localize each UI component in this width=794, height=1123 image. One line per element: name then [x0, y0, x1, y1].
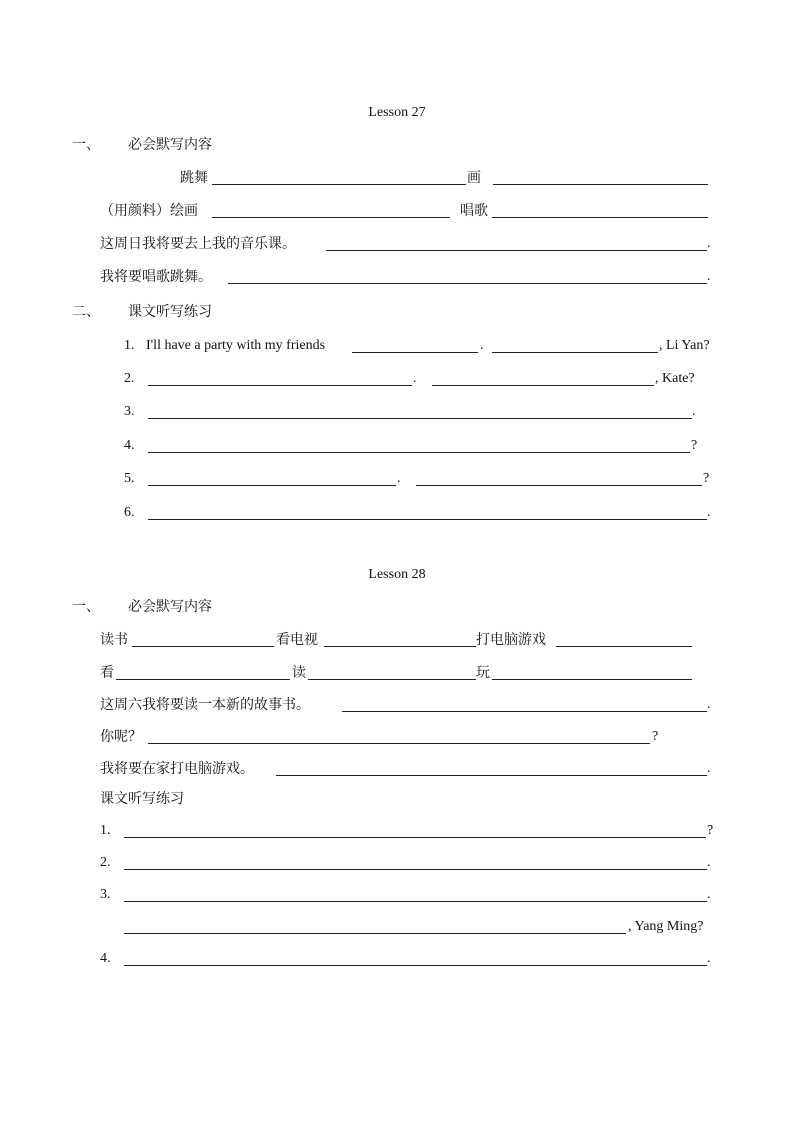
sentence-end: .	[707, 269, 711, 284]
sentence-end: .	[707, 236, 711, 251]
word-draw: 画	[467, 170, 481, 186]
answer-blank[interactable]	[132, 646, 274, 647]
item-number: 6.	[124, 505, 135, 520]
answer-blank[interactable]	[116, 679, 290, 680]
lesson27-sentence-1	[0, 233, 794, 255]
section-title: 课文听写练习	[128, 304, 212, 320]
sentence-text: 这周六我将要读一本新的故事书。	[100, 697, 310, 713]
section-title: 必会默写内容	[128, 599, 212, 615]
item-suffix: , Kate?	[655, 371, 695, 386]
item-number: 2.	[100, 855, 111, 870]
lesson28-item-1	[0, 820, 794, 842]
answer-blank[interactable]	[148, 743, 650, 744]
word-sing: 唱歌	[460, 203, 488, 219]
lesson28-sentence-3	[0, 758, 794, 780]
lesson28-sentence-2	[0, 726, 794, 748]
answer-blank[interactable]	[124, 965, 707, 966]
lesson28-item-3	[0, 884, 794, 906]
lesson27-item-2	[0, 368, 794, 390]
lesson27-item-6	[0, 502, 794, 524]
answer-blank[interactable]	[308, 679, 476, 680]
lesson27-item-5	[0, 468, 794, 490]
lesson28-sentence-1	[0, 694, 794, 716]
answer-blank[interactable]	[492, 217, 708, 218]
answer-blank[interactable]	[492, 352, 658, 353]
section-number: 二、	[72, 304, 100, 320]
sentence-text: 你呢？	[100, 729, 142, 745]
sentence-text: 我将要在家打电脑游戏。	[100, 761, 254, 777]
item-prefix: I'll have a party with my friends	[146, 338, 326, 353]
item-number: 3.	[100, 887, 111, 902]
item-suffix: .	[692, 404, 696, 419]
answer-blank[interactable]	[556, 646, 692, 647]
item-number: 4.	[100, 951, 111, 966]
answer-blank[interactable]	[124, 933, 626, 934]
item-number: 2.	[124, 371, 135, 386]
word-watch-tv: 看电视	[276, 632, 318, 648]
lesson27-vocab-row-2	[0, 200, 794, 222]
item-suffix: .	[707, 951, 711, 966]
sentence-end: .	[707, 697, 711, 712]
answer-blank[interactable]	[493, 184, 708, 185]
word-computer-games: 打电脑游戏	[476, 632, 546, 648]
lesson28-title: Lesson 28	[368, 567, 426, 582]
item-suffix: , Li Yan?	[659, 338, 710, 353]
answer-blank[interactable]	[276, 775, 707, 776]
answer-blank[interactable]	[492, 679, 692, 680]
sentence-text: 这周日我将要去上我的音乐课。	[100, 236, 296, 252]
item-suffix: .	[397, 471, 401, 486]
lesson28-item-3-continued	[0, 916, 794, 938]
lesson27-vocab-row-1	[0, 167, 794, 189]
lesson27-item-3	[0, 401, 794, 423]
item-number: 1.	[100, 823, 111, 838]
word-paint: （用颜料）绘画	[100, 203, 198, 219]
sentence-text: 我将要唱歌跳舞。	[100, 269, 212, 285]
item-suffix: .	[707, 887, 711, 902]
answer-blank[interactable]	[124, 837, 706, 838]
lesson28-section2-header	[0, 788, 794, 810]
sentence-end: .	[707, 761, 711, 776]
section-number: 一、	[72, 599, 100, 615]
item-suffix: ?	[703, 471, 710, 486]
item-number: 3.	[124, 404, 135, 419]
sentence-end: ?	[652, 729, 659, 744]
lesson28-section1-header	[0, 596, 794, 618]
lesson27-item-4	[0, 435, 794, 457]
answer-blank[interactable]	[148, 519, 707, 520]
lesson28-vocab-row-2	[0, 662, 794, 684]
answer-blank[interactable]	[212, 184, 466, 185]
answer-blank[interactable]	[148, 385, 412, 386]
answer-blank[interactable]	[228, 283, 707, 284]
word-dance: 跳舞	[180, 170, 208, 186]
item-number: 4.	[124, 438, 135, 453]
answer-blank[interactable]	[148, 418, 692, 419]
answer-blank[interactable]	[212, 217, 450, 218]
answer-blank[interactable]	[124, 901, 707, 902]
item-suffix: ?	[707, 823, 714, 838]
answer-blank[interactable]	[148, 452, 690, 453]
answer-blank[interactable]	[342, 711, 707, 712]
answer-blank[interactable]	[324, 646, 476, 647]
item-suffix: .	[480, 338, 484, 353]
word-read: 读	[292, 665, 306, 681]
answer-blank[interactable]	[416, 485, 702, 486]
item-suffix: , Yang Ming?	[628, 919, 704, 934]
lesson27-title: Lesson 27	[368, 105, 426, 120]
lesson28-item-4	[0, 948, 794, 970]
answer-blank[interactable]	[352, 352, 478, 353]
answer-blank[interactable]	[326, 250, 707, 251]
item-number: 5.	[124, 471, 135, 486]
answer-blank[interactable]	[148, 485, 396, 486]
item-suffix: ?	[691, 438, 698, 453]
word-play: 玩	[476, 665, 490, 681]
section-title: 必会默写内容	[128, 137, 212, 153]
section-title: 课文听写练习	[100, 791, 184, 807]
item-suffix: .	[707, 505, 711, 520]
word-watch: 看	[100, 665, 114, 681]
lesson28-vocab-row-1	[0, 629, 794, 651]
item-suffix: .	[413, 371, 417, 386]
lesson27-section2-header	[0, 301, 794, 323]
answer-blank[interactable]	[432, 385, 654, 386]
lesson28-item-2	[0, 852, 794, 874]
word-read-books: 读书	[100, 632, 128, 648]
section-number: 一、	[72, 137, 100, 153]
item-number: 1.	[124, 338, 135, 353]
lesson27-section1-header	[0, 134, 794, 156]
answer-blank[interactable]	[124, 869, 707, 870]
item-suffix: .	[707, 855, 711, 870]
lesson27-item-1	[0, 335, 794, 357]
lesson27-sentence-2	[0, 266, 794, 288]
